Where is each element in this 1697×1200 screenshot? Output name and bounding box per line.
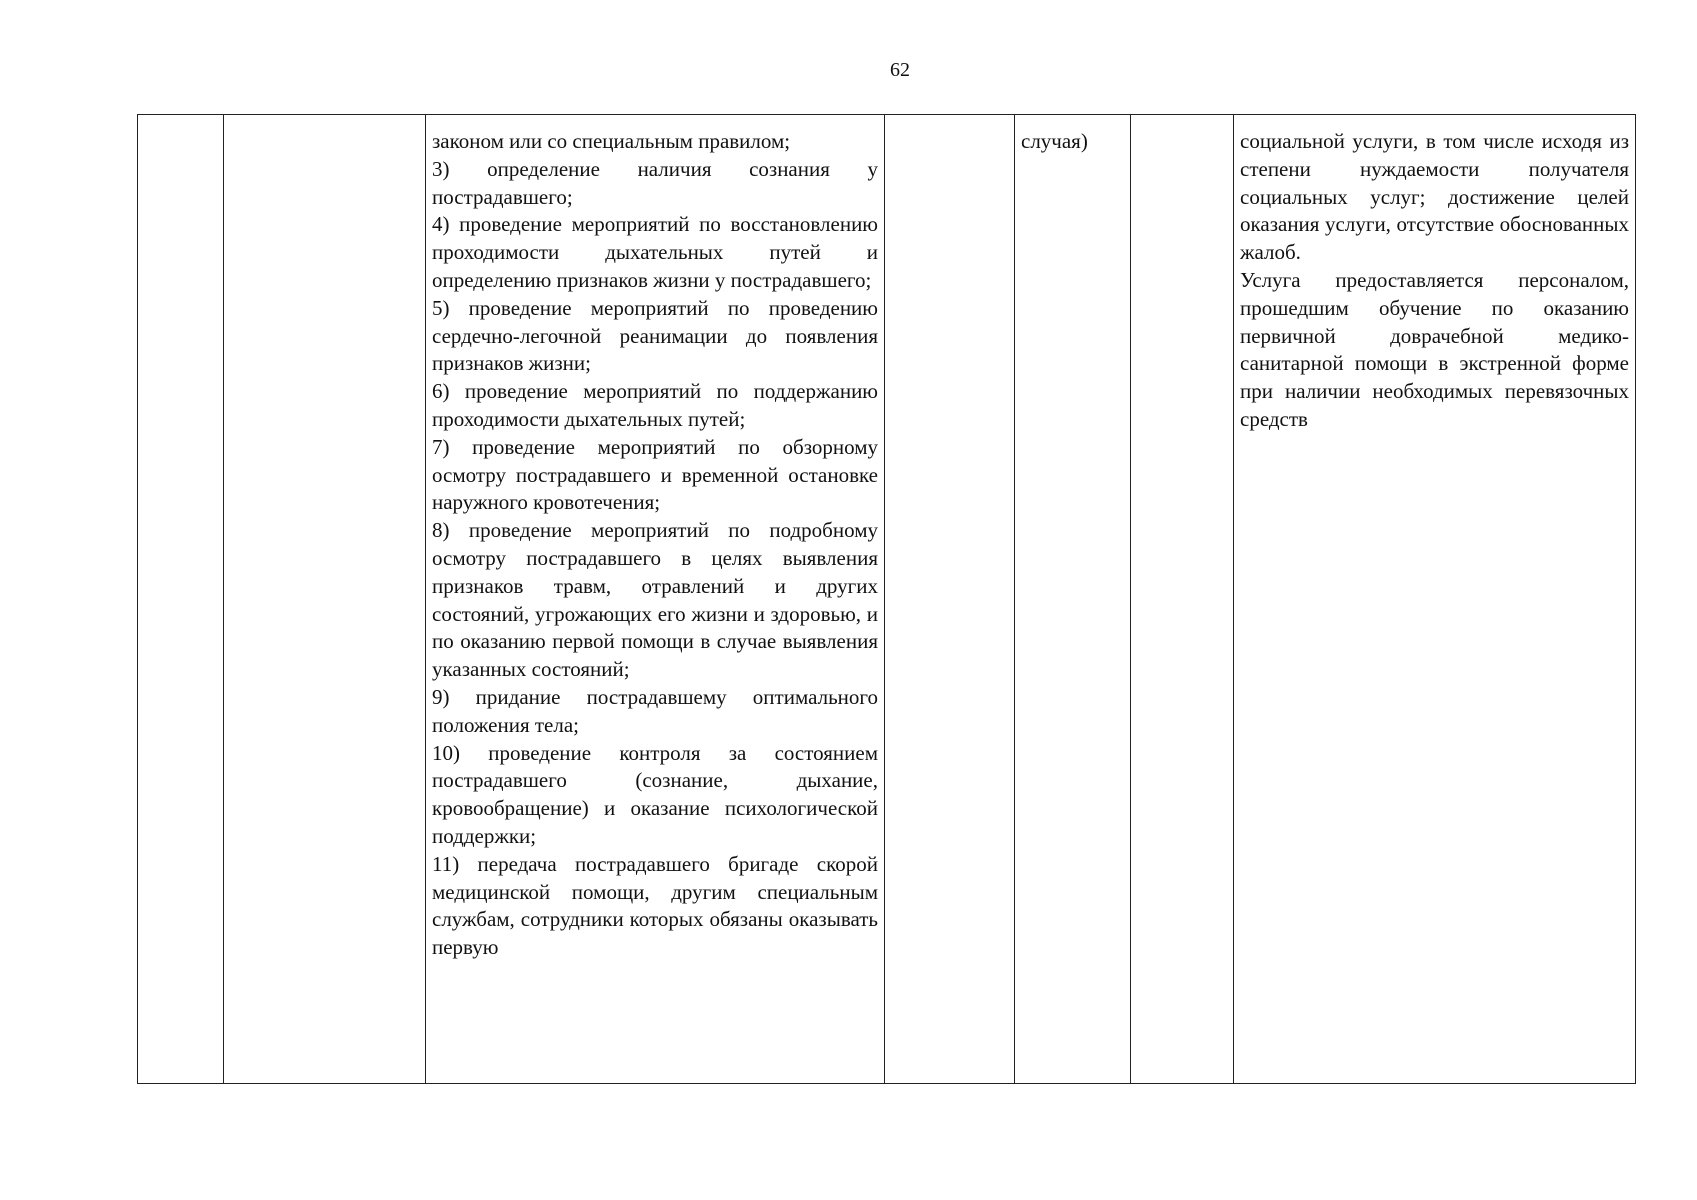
page-number: 62 [890,59,910,81]
document-table [137,114,1636,1084]
cell-service-name [224,115,426,1084]
description-line: 5) проведение мероприятий по проведению сердечно-легочной реанимации до появления признаков жизни; [432,295,878,376]
cell-cost [1131,115,1234,1084]
description-line: 4) проведение мероприятий по восстановлению проходимости дыхательных путей и определению признаков жизни у пострадавшего; [432,212,878,292]
cell-number [138,115,224,1084]
description-line: 11) передача пострадавшего бригаде скорой медицинской помощи, другим специальным службам, сотрудники которых обязаны оказывать первую [432,851,878,960]
cell-quality-indicators [1234,115,1636,1084]
cell-service-description [426,115,885,1084]
table-row [138,115,1636,1084]
description-line: 8) проведение мероприятий по подробному осмотру пострадавшего в целях выявления признаков травм, отравлений и других состояний, угрожающих его жизни и здоровью, и по оказанию первой помощи в случае выявления указанных состояний; [432,518,878,682]
description-line: 9) придание пострадавшему оптимального положения тела; [432,684,878,737]
description-line: 10) проведение контроля за состоянием пострадавшего (сознание, дыхание, кровообращение) и оказание психологической поддержки; [432,740,878,848]
description-line: законом или со специальным правилом; [432,129,791,153]
quality-paragraph: Услуга предоставляется персоналом, прошедшим обучение по оказанию первичной доврачебной медико-санитарной помощи в экстренной форме при наличии необходимых перевязочных средств [1240,267,1629,431]
description-line: 6) проведение мероприятий по поддержанию проходимости дыхательных путей; [432,379,878,431]
period-text: случая) [1021,129,1088,153]
cell-period [1015,115,1131,1084]
cell-norm [885,115,1015,1084]
quality-paragraph: социальной услуги, в том числе исходя из степени нуждаемости получателя социальных услуг; достижение целей оказания услуги, отсутствие обоснованных жалоб. [1240,129,1629,265]
description-line: 3) определение наличия сознания у пострадавшего; [432,156,878,209]
description-line: 7) проведение мероприятий по обзорному осмотру пострадавшего и временной остановке наружного кровотечения; [432,434,878,515]
